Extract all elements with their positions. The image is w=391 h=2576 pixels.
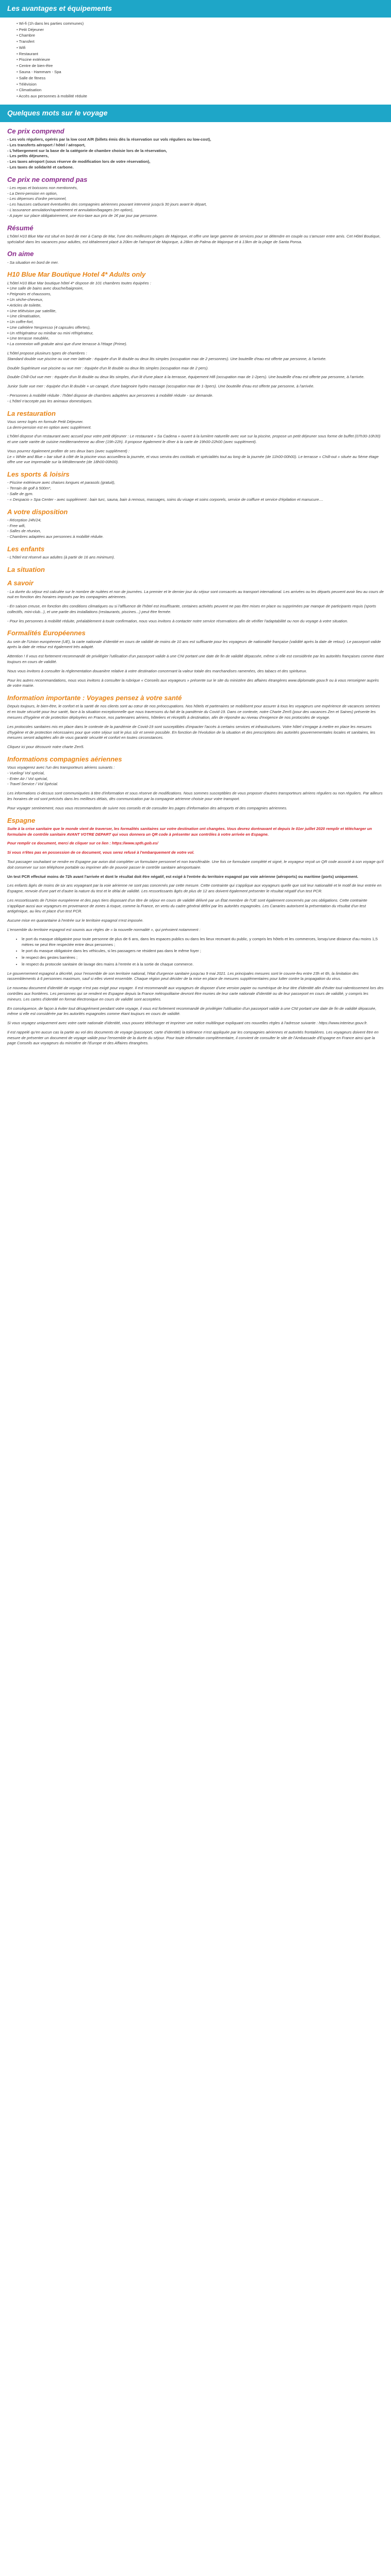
airlines-title: Informations compagnies aériennes [7, 755, 122, 763]
sports-line: - Salle de gym. [7, 492, 34, 497]
on-site-text: - Sa situation en bord de mer. [7, 260, 59, 265]
amenity-item: • Transfert [17, 39, 391, 45]
spain-rule: • le respect du protocole sanitaire de lavage des mains à l'entrée et à la sortie de chaque commerce. [22, 962, 384, 968]
hotel-note: - Personnes à mobilité réduite : l'hôtel dispose de chambres adaptées aux personnes à mobilité réduite - sur demande. [7, 393, 214, 398]
hotel-feature: • Un coffre-fort, [7, 319, 34, 325]
sports-line: - « Despacio » Spa Center - avec supplément : bain turc, sauna, bain à remous, massages, soins du visage et soins corporels, service de coiffure et service d'épilation et manucure.... [7, 497, 323, 502]
price-includes-line: - Les taxes aéroport (sous réserve de modification lors de votre réservation), [7, 159, 151, 164]
hotel-feature: • Une terrasse meublée, [7, 336, 50, 341]
spain-text: L'ensemble du territoire espagnol est soumis aux règles de « la nouvelle normalité », qui prévoient notamment : [7, 927, 201, 932]
price-includes-line: - Les taxes de solidarité et carbone. [7, 164, 74, 170]
amenity-item: • Petit Déjeuner [17, 27, 391, 33]
formalities-eu-text: Pour les autres recommandations, nous vous invitons à consulter la rubrique « Conseils aux voyageurs » présente sur le site du ministère des affaires étrangères www.diplomatie.gouv.fr ou à vous renseigner auprès de votre mairie. [7, 677, 379, 688]
price-excludes-title: Ce prix ne comprend pas [7, 175, 88, 183]
airlines-line: Vous voyagerez avec l'un des transporteurs aériens suivants : [7, 765, 115, 770]
spain-text: Il est rappelé qu'en aucun cas la partie au vol des documents de voyage (passeport, carte d'identité) la tolérance n'est appliquée par les compagnies aériennes et autorités frontalières. Les voyageurs doivent être en mesure de présenter un document de voyage valide pour l'ensemble de la durée du séjour. Pour toute information complémentaire, il convient de consulter le site de l'Ambassade d'Espagne en France ainsi que la page Conseils aux voyageurs du ministère de l'Europe et des Affaires étrangères. [7, 1029, 379, 1046]
amenities-title: Les avantages et équipements [7, 4, 112, 12]
restaurant-bars: Le « White and Blue » bar situé à côté de la piscine vous accueillera la journée, et vous servira des cocktails et spécialités tout au long de la journée (de 11h00-00h00). Le terrasse « Chill-out » située au 5ème étage offre une vue imprenable sur la Méditerranée (de 18h00-00h00). [7, 454, 379, 465]
airlines-text: Pour voyager sereinement, nous vous recommandons de suivre nos conseils et de consulter les pages d'information des aéroports et des compagnies aériennes. [7, 805, 288, 810]
price-includes-line: - Les petits déjeuners, [7, 154, 49, 159]
price-includes-line: - L'hébergement sur la base de la catégorie de chambre choisie lors de la réservation, [7, 148, 167, 153]
spain-rule: • le respect des gestes barrières ; [22, 955, 384, 961]
spain-alert: Si vous n'êtes pas en possession de ce document, vous serez refusé à l'embarquement de votre vol. [7, 850, 194, 855]
airlines-text: Les informations ci-dessus sont communiquées à titre d'information et sous réserve de modifications. Nous sommes susceptibles de vous proposer d'autres transporteurs aériens réguliers ou non réguliers. Par ailleurs les horaires de vol sont précisés dans les meilleurs délais, dès communication par la compagnie aérienne choisie pour votre transport. [7, 791, 383, 802]
arrival-line: - Salles de réunion, [7, 529, 41, 534]
price-includes-line: - Les transferts aéroport / hôtel / aéroport, [7, 142, 86, 147]
hotel-room: Double Chill-Out vue mer : équipée d'un lit double ou deux lits simples, d'un lit d'une place à la terrasse, équipement Hifi (occupation max de 1-2pers). Une bouteille d'eau est offerte par personne, à l'arrivée. [7, 375, 365, 380]
health-charter-link[interactable]: Cliquez ici pour découvrir notre charte Zen5. [7, 744, 85, 750]
arrival-line: - Chambres adaptées aux personnes à mobilité réduite. [7, 534, 104, 539]
spain-text: Les ressortissants de l'Union européenne et des pays tiers disposant d'un titre de séjour en cours de validité délivré par un État membre de l'UE sont également concernés par ces obligations. Cette contrainte s'applique aussi aux voyageurs en provenance de zones à risque, comme la France, en vertu du cadre général défini par les autorités espagnoles. Les Canaries autorisent la présentation du résultat d'un test antigénique, au lieu et place d'un test PCR. [7, 897, 367, 914]
info-title: Quelques mots sur le voyage [7, 108, 108, 117]
hotel-room: Double Supérieure vue piscine ou vue mer : équipée d'un lit double ou deux lits simples (occupation max de 2 pers). [7, 365, 209, 370]
restaurant-line: Vous serez logés en formule Petit Déjeuner. [7, 419, 84, 424]
children-text: - L'hôtel est réservé aux adultes (à partir de 16 ans minimum). [7, 555, 115, 560]
amenities-header [0, 0, 391, 18]
sports-line: - Piscine extérieure avec chaises longues et parasols (gratuit), [7, 480, 116, 485]
formalities-eu-text: Nous vous invitons à consulter la réglementation douanière relative à votre destination concernant la valeur totale des marchandises ramenées, des tabacs et des spiritueux. [7, 668, 307, 673]
price-excludes-line: - Les repas et boissons non mentionnés, [7, 185, 78, 190]
airlines-line: - Vueling/ Vol spécial, [7, 770, 45, 775]
hotel-intro: L'hôtel H10 Blue Mar boutique hôtel 4* dispose de 101 chambres toutes équipées : [7, 280, 151, 285]
airlines-line: - Travel Service / Vol Spécial. [7, 782, 58, 787]
amenity-item: • Restaurant [17, 51, 391, 57]
savoir-text: - En saison creuse, en fonction des conditions climatiques ou si l'affluence de l'hôtel est insuffisante, certaines activités peuvent ne pas être mises en place ou supprimées par manque de participants requis (sports collectifs, mini-club...), et une partie des installations (restaurants, piscines...) peut être fermée. [7, 604, 376, 614]
amenity-item: • Télévision [17, 81, 391, 88]
amenity-item: • Wifi [17, 45, 391, 51]
hotel-feature: • Une cafetière Nespresso (4 capsules offertes), [7, 325, 91, 330]
situation-title: La situation [7, 566, 45, 574]
sports-line: - Terrain de golf à 500m*, [7, 486, 52, 491]
spain-text: Le nouveau document d'identité de voyage n'est pas exigé pour voyager. Il est recommandé aux voyageurs de disposer d'une version papier ou numérique de leur titre d'identité afin d'éviter tout ralentissement lors des contrôles aux frontières. Les personnes qui se rendent en Espagne depuis la France métropolitaine devront être munies de leur carte nationale d'identité ou de leur passeport en cours de validité, y compris les mineurs. Les cartes d'identité en format électronique en cours de validité sont acceptées. [7, 986, 384, 1002]
spain-alert: Suite à la crise sanitaire que le monde vient de traverser, les formalités sanitaires sur votre destination ont changées. Vous devrez dorénavant et depuis le 01er juillet 2020 remplir et télécharger un formulaire de contrôle sanitaire AVANT VOTRE DEPART qui vous donnera un QR code à présenter aux contrôles à votre arrivée en Espagne. [7, 826, 372, 837]
hotel-feature: • La connexion wifi gratuite ainsi que d'une terrasse à l'étage (Prime). [7, 342, 127, 347]
amenity-item: • Chambre [17, 32, 391, 39]
summary-title: Résumé [7, 224, 34, 232]
spain-title: Espagne [7, 816, 36, 824]
price-excludes-line: - L'assurance annulation/rapatriement et annulation/bagages (en option), [7, 208, 134, 213]
price-includes-line: - Les vols réguliers, opérés par la low cost A/R (billets émis dès la réservation sur vols réguliers ou low-cost), [7, 137, 211, 142]
savoir-text: - La durée du séjour est calculée sur le nombre de nuitées et non de journées. La premier et le dernier jour du séjour sont consacrés au transport international. Les arrivées ou les départs peuvent avoir lieu au cours de nuit en fonction des horaires imposés par les compagnies aériennes. [7, 589, 384, 600]
airlines-line: - Enter Air / Vol spécial, [7, 776, 48, 781]
restaurant-text: L'hôtel dispose d'un restaurant avec accueil pour votre petit déjeuner : Le restaurant « Sa Cadena » ouvert à la lumière naturelle avec vue sur la piscine, propose un petit déjeuner sous forme de buffet (07h30-10h30) et une carte variée de cuisine mediterranéenne au dîner (19h-22h). Il propose également le dîner à la carte de 19h00-22h00 (avec supplément). [7, 434, 381, 445]
spain-rule: • le port du masque obligatoire pour toute personne de plus de 6 ans, dans les espaces publics ou dans les lieux recevant du public, y compris les hôtels et les commerces, lorsqu'une distance d'au moins 1,5 mètres ne peut être respectée entre deux personnes ; [22, 937, 384, 948]
spain-rules-list [22, 937, 384, 968]
amenity-item: • Salle de fitness [17, 75, 391, 81]
price-includes-title: Ce prix comprend [7, 127, 64, 135]
hotel-rooms-intro: L'hôtel propose plusieurs types de chambres : [7, 351, 87, 356]
formalities-eu-text: Au sein de l'Union européenne (UE), la carte nationale d'identité en cours de validité de moins de 10 ans est suffisante pour les voyageurs de nationalité française (validité après la date de retour). Le passeport valide après la date de retour est également très adapté. [7, 639, 381, 650]
savoir-title: A savoir [7, 579, 34, 587]
price-excludes-line: - La Demi-pension en option, [7, 191, 58, 196]
formalities-eu-title: Formalités Européennes [7, 629, 86, 637]
restaurant-title: La restauration [7, 409, 56, 417]
spain-rule: • le port du masque obligatoire dans les véhicules, si les passagers ne résident pas dans le même foyer ; [22, 948, 384, 954]
arrival-line: - Réception 24h/24, [7, 517, 42, 522]
hotel-feature: • Peignoirs et chaussons, [7, 292, 52, 297]
restaurant-line: La demi-pension est en option avec supplément. [7, 425, 92, 430]
summary-text: L'hôtel H10 Blue Mar est situé en bord de mer à Camp de Mar, l'une des meilleures plages de Majorque, et offre une large gamme de services pour se détendre en couple ou s'amuser entre amis. Cet Hôtel Boutique, spécialisé dans les vacances pour adultes, est idéalement placé à 20km de l'aéroport de Majorque, à 28km de Palma de Majorque et à 13km de la plage de Santa Ponsa. [7, 233, 381, 244]
hotel-feature: • Une salle de bains avec douche/baignoire, [7, 286, 84, 291]
spain-alert-link[interactable]: Pour remplir ce document, merci de cliquer sur ce lien : https://www.spth.gob.es/ [7, 841, 158, 846]
hotel-title: H10 Blue Mar Boutique Hotel 4* Adults only [7, 270, 146, 279]
hotel-feature: • Un sèche-cheveux, [7, 297, 43, 302]
arrival-title: A votre disposition [7, 507, 68, 516]
amenity-item: • Centre de bien-être [17, 63, 391, 69]
health-text: Les protocoles sanitaires mis en place dans le contexte de la pandémie de Covid-19 sont susceptibles d'impacter l'accès à certains services et infrastructures. Votre hôtel s'engage à mettre en place les mesures d'hygiène et de protection nécessaires pour que votre séjour soit le plus sûr et serein possible. En fonction de l'évolution de la situation et des prescriptions des autorités gouvernementales locales et sanitaires, les mesures seront adaptées afin de vous garantir sécurité et confort en toutes circonstances. [7, 724, 376, 740]
hotel-feature: • Articles de toilette, [7, 302, 42, 308]
spain-text: En conséquence, de façon à éviter tout désagrément pendant votre voyage, il vous est fortement recommandé de privilégier l'utilisation d'un passeport valide à une CNI portant une date de fin de validité dépassée, même si elle est considérée par les autorités espagnoles comme étant toujours en cours de validité. [7, 1006, 377, 1016]
restaurant-bars-intro: Vous pourrez également profiter de ses deux bars (avec supplément) : [7, 448, 129, 453]
spain-text: Si vous voyagez uniquement avec votre carte nationale d'identité, vous pouvez télécharger et imprimer une notice multilingue expliquant ces nouvelles règles à l'adresse suivante : https://www.interieur.gouv.fr. [7, 1021, 368, 1026]
amenity-item: • Climatisation [17, 87, 391, 93]
price-excludes-line: - A payer sur place obligatoirement, une éco-taxe aux prix de 1€ par jour par personne. [7, 213, 158, 218]
amenity-item: • Sauna - Hammam - Spa [17, 69, 391, 75]
hotel-feature: • Un réfrigérateur ou minibar ou mini réfrigérateur, [7, 330, 94, 335]
spain-strong: Un test PCR effectué moins de 72h avant l'arrivée et dont le résultat doit être négatif, est exigé à l'entrée du territoire espagnol par voie aérienne (aéroports) ou maritime (ports) uniquement. [7, 874, 359, 879]
hotel-feature: • Une télévision par satellite, [7, 308, 57, 313]
price-excludes-line: - Les dépenses d'ordre personnel, [7, 196, 67, 201]
hotel-note: - L'hôtel n'accepte pas les animaux domestiques. [7, 398, 93, 403]
formalities-eu-text: Attention ! Il vous est fortement recommandé de privilégier l'utilisation d'un passeport valide à une CNI portant une date de fin de validité dépassée, même si elle est considérée par les autorités françaises comme étant toujours en cours de validité. [7, 654, 384, 665]
on-site-title: On aime [7, 250, 34, 258]
arrival-line: - Free wifi, [7, 523, 26, 528]
children-title: Les enfants [7, 545, 45, 553]
health-text: Depuis toujours, le bien-être, le confort et la santé de nos clients sont au cœur de nos préoccupations. Nos hôtels et partenaires se mobilisent pour assurer à tous les voyageurs une expérience de vacances sereines et en toute sécurité pour leur santé, face à la situation exceptionnelle que nous traversons du fait de la pandémie du Covid-19. Dans ce contexte, notre Charte Zen5 (pour des vacances Zen et Saines) présente les mesures d'hygiène et de protection déployées en France, nos partenaires aériens, hôteliers et réceptifs à destination, afin de répondre au niveau d'exigence de nos protocoles de voyage. [7, 704, 380, 720]
spain-text: Tout passager souhaitant se rendre en Espagne par avion doit compléter un formulaire personnel et non transférable. Une fois ce formulaire complété et signé, le voyageur reçoit un QR code associé à son voyage qu'il doit conserver sur son téléphone portable ou imprimer afin de pouvoir passer le contrôle sanitaire aéroportuaire. [7, 859, 384, 870]
amenity-item: • Accès aux personnes à mobilité réduite [17, 93, 391, 99]
spain-text: Le gouvernement espagnol a décrété, pour l'ensemble de son territoire national, l'état d'urgence sanitaire jusqu'au 9 mai 2021. Les principales mesures sont le couvre-feu entre 23h et 6h, la limitation des rassemblements à 6 personnes maximum, sauf si elles vivent ensemble. Chaque région peut décider de la mise en place de mesures supplémentaires pour lutter contre la propagation du virus. [7, 971, 359, 981]
savoir-text: - Pour les personnes à mobilité réduite, préalablement à toute confirmation, nous vous invitons à contacter notre service réservations afin de vérifier l'adaptabilité ou non du voyage à votre situation. [7, 618, 348, 623]
hotel-room: Standard double vue piscine ou vue mer latérale : équipée d'un lit double ou deux lits simples (occupation max de 2 personnes). Une bouteille d'eau est offerte par personne, à l'arrivée. [7, 356, 327, 361]
info-header [0, 105, 391, 122]
spain-text: Aucune mise en quarantaine à l'entrée sur le territoire espagnol n'est imposée. [7, 918, 144, 923]
hotel-room: Junior Suite vue mer : équipée d'un lit double + un canapé, d'une baignoire hydro massage (occupation max de 1-3pers). Une bouteille d'eau est offerte par personne, à l'arrivée. [7, 384, 315, 389]
health-title: Information importante : Voyages pensez à votre santé [7, 694, 182, 702]
spain-text: Les enfants âgés de moins de six ans voyageant par la voie aérienne ne sont pas concernés par cette mesure. Cette contrainte qui s'applique aux voyageurs quelle que soit leur nationalité et le motif de leur entrée en Espagne, renvoie d'une part et d'autre la nature du test et le délai de validité. Les ressortissants âgés de plus de 12 ans doivent également présenter le résultat négatif d'un test PCR. [7, 883, 382, 894]
hotel-feature: • Une climatisation, [7, 314, 41, 319]
amenity-item: • Piscine extérieure [17, 57, 391, 63]
amenity-item: • Wi-fi (1h dans les parties communes) [17, 21, 391, 27]
price-excludes-line: - Les hausses carburant éventuelles des compagnies aériennes pouvant intervenir jusqu'à 30 jours avant le départ, [7, 202, 207, 207]
amenities-list [17, 21, 391, 99]
sports-title: Les sports & loisirs [7, 470, 70, 479]
info-content [0, 127, 391, 1047]
